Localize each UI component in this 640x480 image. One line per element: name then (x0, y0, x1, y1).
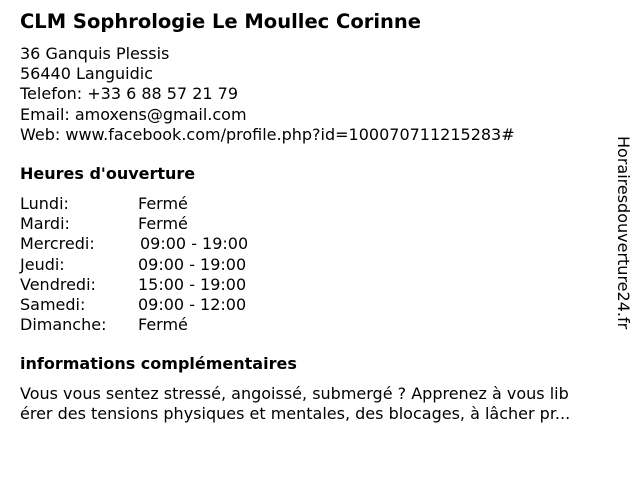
watermark-vertical (613, 136, 637, 372)
day-hours: Fermé (138, 315, 188, 335)
contact-block (20, 44, 515, 145)
day-hours: 15:00 - 19:00 (138, 274, 247, 294)
street-address: 36 Ganquis Plessis (20, 44, 170, 63)
business-name: CLM Sophrologie Le Moullec Corinne (20, 10, 422, 33)
day-label: Lundi: (20, 194, 69, 213)
day-hours: Fermé (138, 194, 188, 213)
info-heading: informations complémentaires (20, 354, 297, 373)
day-hours: Fermé (138, 214, 188, 234)
day-label: Mercredi: (20, 234, 95, 254)
day-label: Vendredi: (20, 274, 96, 294)
info-line-2: érer des tensions physiques et mentales, des blocages, à lâcher pr... (20, 404, 571, 424)
day-hours: 09:00 - 19:00 (140, 234, 249, 254)
day-label: Samedi: (20, 294, 86, 314)
day-label: Jeudi: (20, 254, 65, 274)
city-address: 56440 Languidic (20, 64, 153, 84)
website-url: Web: www.facebook.com/profile.php?id=100070711215283# (20, 124, 515, 144)
phone-number: Telefon: +33 6 88 57 21 79 (20, 84, 239, 104)
watermark-text: Horairesdouverture24.fr (614, 136, 633, 330)
day-hours: 09:00 - 19:00 (138, 254, 247, 274)
day-label: Dimanche: (20, 315, 107, 335)
email-address: Email: amoxens@gmail.com (20, 104, 247, 124)
day-label: Mardi: (20, 214, 70, 234)
day-hours: 09:00 - 12:00 (138, 294, 247, 314)
info-line-1: Vous vous sentez stressé, angoissé, submergé ? Apprenez à vous lib (20, 384, 569, 403)
info-text (20, 384, 620, 424)
hours-heading: Heures d'ouverture (20, 164, 196, 183)
